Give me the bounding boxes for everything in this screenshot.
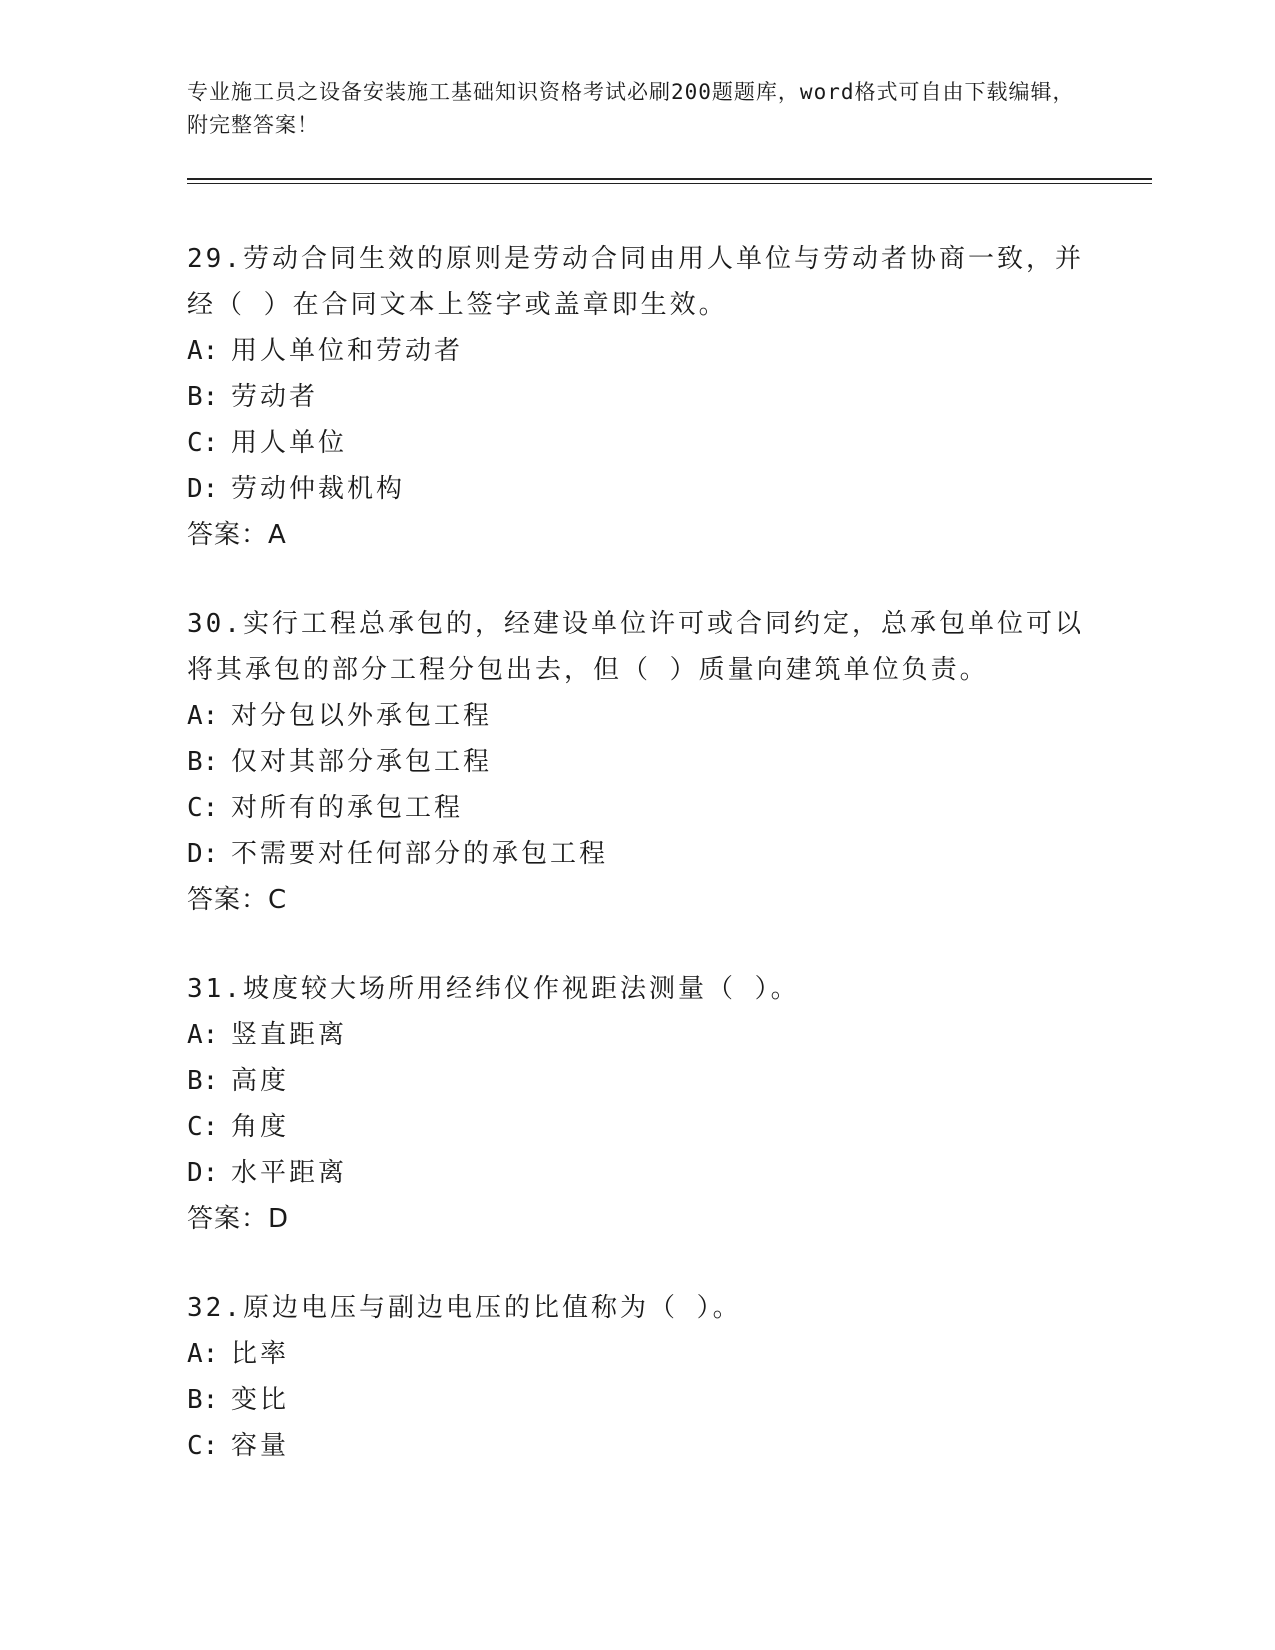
option-c [187,785,1107,831]
option-text: 高度 [231,1066,290,1096]
question-stem: 31.坡度较大场所用经纬仪作视距法测量（ ）。 [187,974,800,1004]
document-header: 专业施工员之设备安装施工基础知识资格考试必刷200题题库，word格式可自由下载编辑，附完整答案！ [187,80,1075,137]
question-list [187,236,1107,1512]
option-text: 不需要对任何部分的承包工程 [231,839,609,869]
answer-line: 答案：D [187,1204,290,1234]
option-text: 劳动者 [231,382,319,412]
option-text: 对分包以外承包工程 [231,701,493,731]
option-b [187,1058,1107,1104]
option-text: 劳动仲裁机构 [231,474,406,504]
option-b [187,739,1107,785]
option-letter: B: [187,382,219,412]
answer-line: 答案：C [187,885,288,915]
option-b [187,1377,1107,1423]
option-text: 用人单位 [231,428,348,458]
answer-line: 答案：A [187,520,287,550]
option-letter: B: [187,1385,219,1415]
header-rule-thick [187,178,1152,180]
option-letter: A: [187,1020,219,1050]
option-letter: C: [187,1112,219,1142]
option-c [187,1423,1107,1469]
option-a [187,328,1107,374]
option-text: 比率 [231,1339,290,1369]
option-a [187,1331,1107,1377]
option-text: 竖直距离 [231,1020,348,1050]
option-letter: A: [187,1339,219,1369]
question-stem: 30.实行工程总承包的，经建设单位许可或合同约定，总承包单位可以将其承包的部分工程分包出去，但（ ）质量向建筑单位负责。 [187,609,1084,685]
question-31 [187,966,1107,1242]
option-letter: C: [187,1431,219,1461]
option-d [187,1150,1107,1196]
option-b [187,374,1107,420]
question-29 [187,236,1107,558]
header-rule-thin [187,183,1152,184]
option-text: 角度 [231,1112,290,1142]
option-letter: C: [187,428,219,458]
option-d [187,831,1107,877]
option-letter: D: [187,1158,219,1188]
option-text: 对所有的承包工程 [231,793,464,823]
option-text: 容量 [231,1431,290,1461]
option-d [187,466,1107,512]
option-c [187,420,1107,466]
option-letter: D: [187,839,219,869]
option-text: 用人单位和劳动者 [231,336,464,366]
option-letter: D: [187,474,219,504]
option-text: 变比 [231,1385,290,1415]
option-letter: B: [187,1066,219,1096]
option-c [187,1104,1107,1150]
option-letter: B: [187,747,219,777]
option-letter: C: [187,793,219,823]
question-30 [187,601,1107,923]
question-stem: 29.劳动合同生效的原则是劳动合同由用人单位与劳动者协商一致，并经（ ）在合同文本上签字或盖章即生效。 [187,244,1084,320]
option-a [187,693,1107,739]
option-letter: A: [187,336,219,366]
option-letter: A: [187,701,219,731]
question-32 [187,1285,1107,1469]
option-a [187,1012,1107,1058]
question-stem: 32.原边电压与副边电压的比值称为（ ）。 [187,1293,742,1323]
option-text: 仅对其部分承包工程 [231,747,493,777]
option-text: 水平距离 [231,1158,348,1188]
